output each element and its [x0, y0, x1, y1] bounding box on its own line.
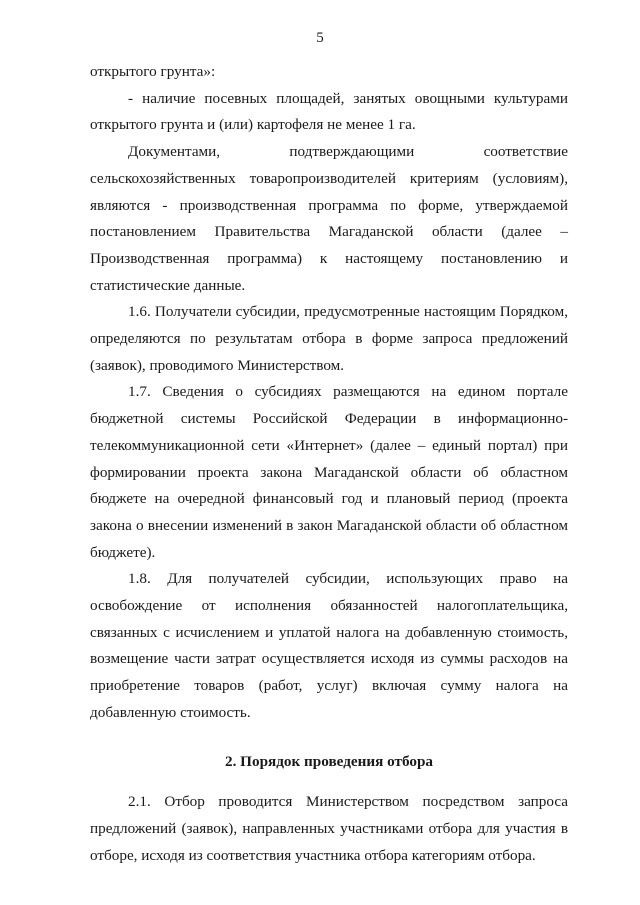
- paragraph-documents: Документами, подтверждающими соответствие сельскохозяйственных товаропроизводителей критериям (условиям), являются - производственная программа по форме, утверждаемой постановлением Правительства Магаданской области (далее – Производственная программа) к настоящему постановлению и статистические данные.: [90, 143, 568, 294]
- paragraph-1-7: 1.7. Сведения о субсидиях размещаются на едином портале бюджетной системы Российской Федерации в информационно-телекоммуникационной сети «Интернет» (далее – единый портал) при формировании проекта закона Магаданской области об областном бюджете на очередной финансовый год и плановый период (проекта закона о внесении изменений в закон Магаданской области об областном бюджете).: [90, 383, 568, 561]
- paragraph-1-8: 1.8. Для получателей субсидии, использующих право на освобождение от исполнения обязанностей налогоплательщика, связанных с исчислением и уплатой налога на добавленную стоимость, возмещение части затрат осуществляется исходя из суммы расходов на приобретение товаров (работ, услуг) включая сумму налога на добавленную стоимость.: [90, 570, 568, 721]
- paragraph-continuation: открытого грунта»:: [90, 63, 216, 80]
- page-number: 5: [316, 30, 324, 46]
- paragraph-list-item: - наличие посевных площадей, занятых овощными культурами открытого грунта и (или) картофеля не менее 1 га.: [90, 89, 568, 134]
- paragraph-1-6: 1.6. Получатели субсидии, предусмотренные настоящим Порядком, определяются по результатам отбора в форме запроса предложений (заявок), проводимого Министерством.: [90, 303, 568, 374]
- section-heading: 2. Порядок проведения отбора: [224, 752, 434, 770]
- document-body: [90, 59, 568, 869]
- paragraph-2-1: 2.1. Отбор проводится Министерством посредством запроса предложений (заявок), направленных участниками отбора для участия в отборе, исходя из соответствия участника отбора категориям отбора.: [90, 793, 568, 864]
